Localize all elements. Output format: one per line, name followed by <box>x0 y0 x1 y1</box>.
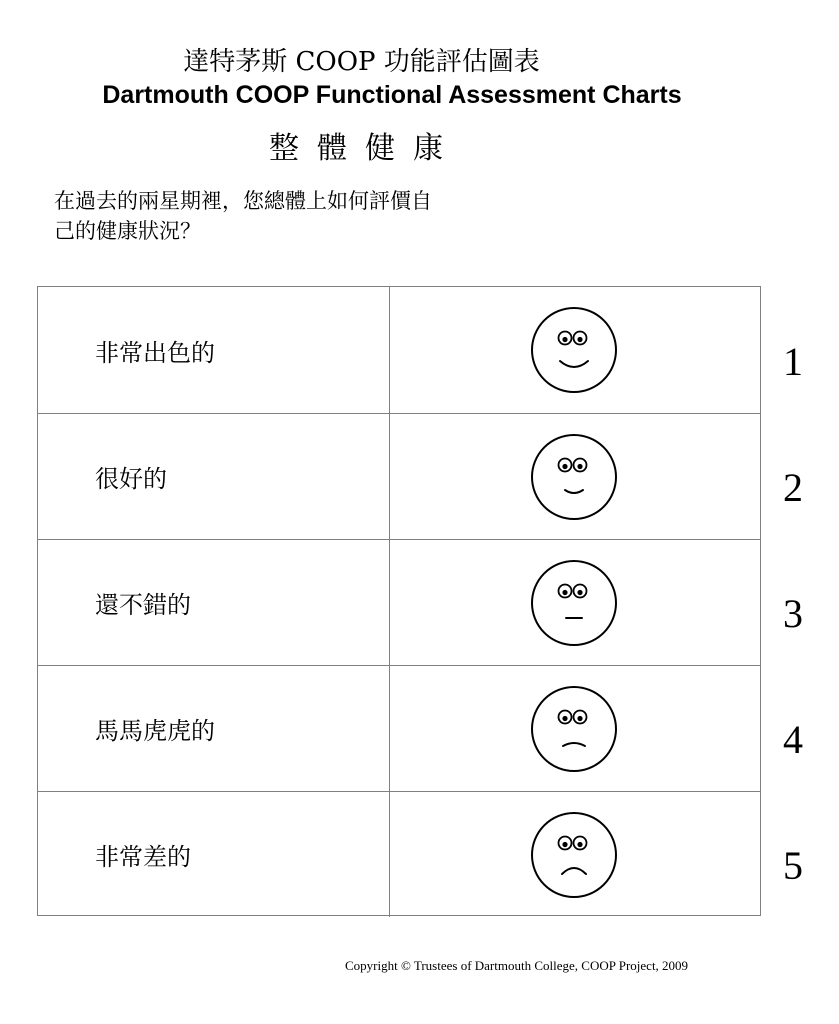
rating-label: 還不錯的 <box>95 591 191 619</box>
rating-score: 1 <box>783 339 803 384</box>
copyright-text: Copyright © Trustees of Dartmouth College, COOP Project, 2009 <box>345 958 689 973</box>
neutral-face-icon <box>529 558 619 648</box>
happy-face-icon <box>529 432 619 522</box>
rating-label: 非常出色的 <box>95 338 215 367</box>
rating-row[interactable] <box>38 791 760 917</box>
question-text <box>54 186 504 246</box>
section-title: 整體健康 <box>269 131 461 166</box>
rating-score: 2 <box>783 465 803 510</box>
question-line-2: 己的健康狀況？ <box>54 219 201 243</box>
rating-row[interactable] <box>38 413 760 539</box>
rating-row[interactable] <box>38 665 760 791</box>
column-divider <box>389 666 390 791</box>
question-line-1: 在過去的兩星期裡，您總體上如何評價自 <box>54 189 432 213</box>
column-divider <box>389 414 390 539</box>
rating-label: 非常差的 <box>95 843 191 871</box>
rating-row[interactable] <box>38 287 760 413</box>
column-divider <box>389 287 390 413</box>
column-divider <box>389 792 390 917</box>
very-sad-face-icon <box>529 810 619 900</box>
very-happy-face-icon <box>529 305 619 395</box>
sad-face-icon <box>529 684 619 774</box>
rating-score: 4 <box>783 717 803 762</box>
title-english: Dartmouth COOP Functional Assessment Charts <box>102 81 682 109</box>
title-chinese: 達特茅斯 COOP 功能評估圖表 <box>183 47 540 77</box>
column-divider <box>389 540 390 665</box>
rating-table <box>37 286 761 916</box>
rating-row[interactable] <box>38 539 760 665</box>
rating-label: 馬馬虎虎的 <box>95 717 215 745</box>
rating-score: 5 <box>783 843 803 888</box>
rating-label: 很好的 <box>95 465 167 493</box>
rating-score: 3 <box>783 591 803 636</box>
